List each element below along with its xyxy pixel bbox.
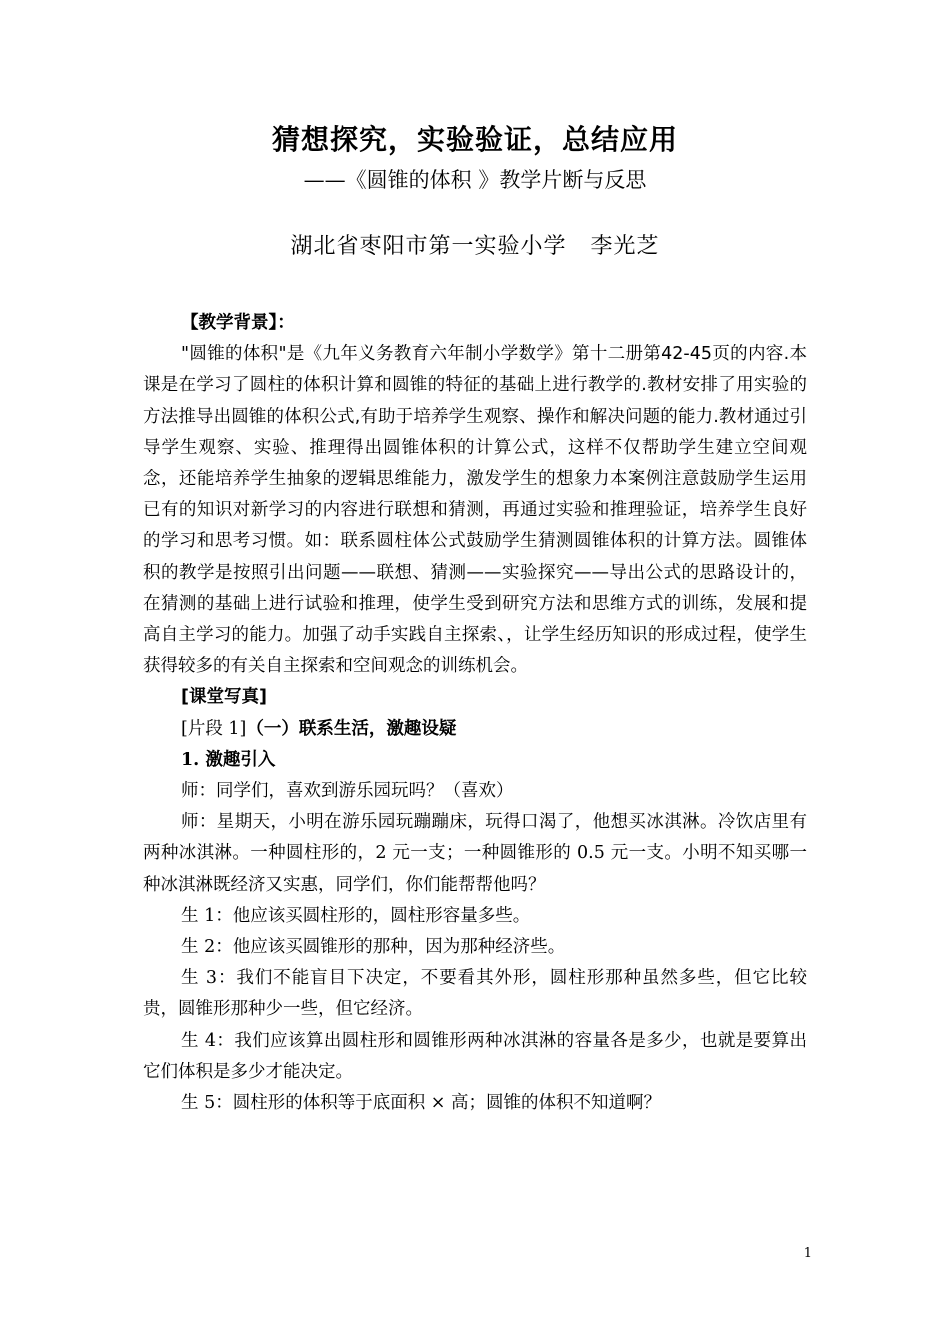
- segment-heading: [143, 714, 807, 745]
- author-line: 湖北省枣阳市第一实验小学 李光芝: [290, 234, 660, 259]
- document-body: [143, 308, 807, 1119]
- document-title: 猜想探究，实验验证，总结应用: [271, 123, 678, 156]
- dialogue-line: 师：同学们，喜欢到游乐园玩吗？（喜欢）: [181, 781, 514, 802]
- dialogue-line: 师：星期天，小明在游乐园玩蹦蹦床，玩得口渴了，他想买冰淇淋。冷饮店里有两种冰淇淋。一种圆柱形的，2 元一支；一种圆锥形的 0.5 元一支。小明不知买哪一种冰淇淋既经济又实惠，同学们，你们能帮帮他吗？: [143, 812, 807, 895]
- section-heading-classroom: [课堂写真]: [181, 687, 267, 708]
- document-subtitle: ——《圆锥的体积 》教学片断与反思: [303, 168, 647, 192]
- segment-label: [片段 1]: [181, 718, 247, 739]
- dialogue-line: 生 2：他应该买圆锥形的那种，因为那种经济些。: [181, 937, 566, 958]
- segment-title: （一）联系生活，激趣设疑: [246, 718, 457, 739]
- dialogue-line: 生 3：我们不能盲目下决定，不要看其外形，圆柱形那种虽然多些，但它比较贵，圆锥形那种少一些，但它经济。: [143, 968, 807, 1020]
- dialogue-line: 生 5：圆柱形的体积等于底面积 × 高；圆锥的体积不知道啊？: [181, 1093, 661, 1114]
- background-paragraph: "圆锥的体积"是《九年义务教育六年制小学数学》第十二册第42-45页的内容.本课是在学习了圆柱的体积计算和圆锥的特征的基础上进行教学的.教材安排了用实验的方法推导出圆锥的体积公式,有助于培养学生观察、操作和解决问题的能力.教材通过引导学生观察、实验、推理得出圆锥体积的计算公式，这样不仅帮助学生建立空间观念，还能培养学生抽象的逻辑思维能力，激发学生的想象力本案例注意鼓励学生运用已有的知识对新学习的内容进行联想和猜测，再通过实验和推理验证，培养学生良好的学习和思考习惯。如：联系圆柱体公式鼓励学生猜测圆锥体积的计算方法。圆锥体积的教学是按照引出问题——联想、猜测——实验探究——导出公式的思路设计的，在猜测的基础上进行试验和推理，使学生受到研究方法和思维方式的训练，发展和提高自主学习的能力。加强了动手实践自主探索、，让学生经历知识的形成过程，使学生获得较多的有关自主探索和空间观念的训练机会。: [143, 344, 807, 677]
- section-heading-background: 【教学背景】：: [181, 313, 295, 333]
- step-heading: 1. 激趣引入: [181, 749, 276, 770]
- dialogue-line: 生 1：他应该买圆柱形的，圆柱形容量多些。: [181, 905, 531, 926]
- dialogue-line: 生 4：我们应该算出圆柱形和圆锥形两种冰淇淋的容量各是多少，也就是要算出它们体积是多少才能决定。: [143, 1030, 807, 1082]
- page-number: 1: [803, 1246, 812, 1261]
